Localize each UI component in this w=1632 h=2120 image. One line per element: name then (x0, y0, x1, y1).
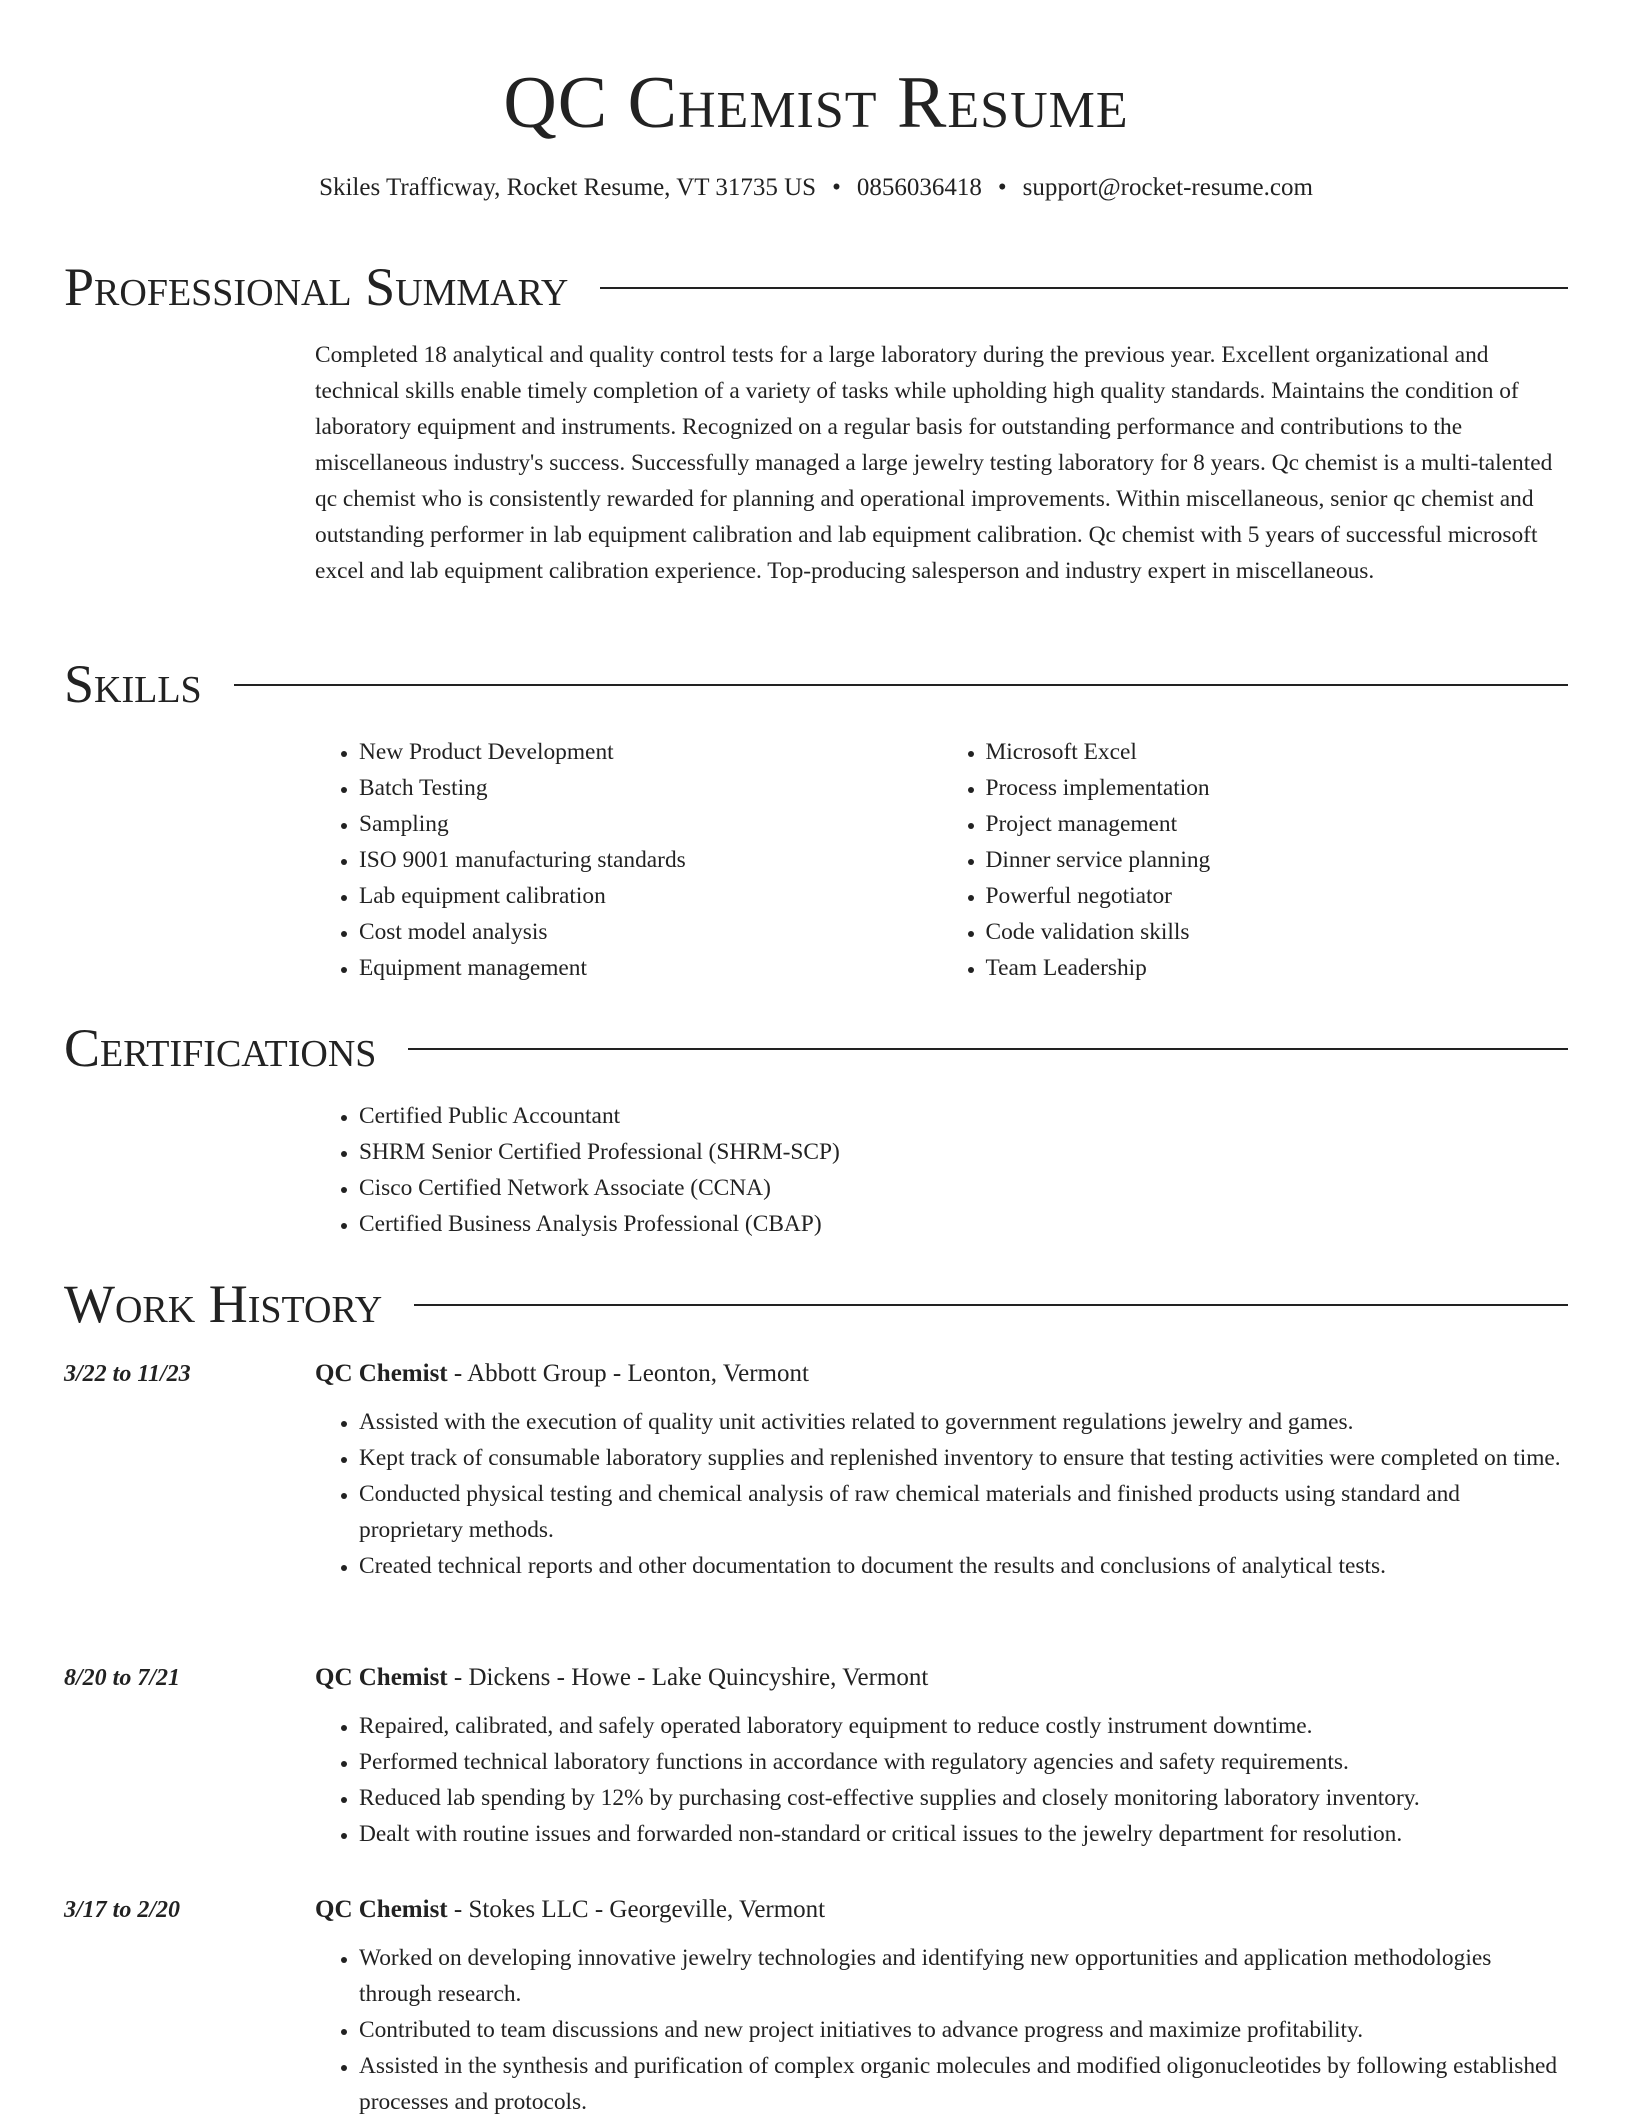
section-title-skills: Skills (64, 654, 202, 714)
section-header (64, 1274, 1568, 1334)
resume-page (64, 0, 1568, 2115)
skills-list-right (942, 734, 1569, 986)
section-header (64, 1018, 1568, 1078)
skills-section (64, 654, 1568, 981)
contact-separator: • (832, 174, 841, 201)
certification-item: • Certified Public Accountant (359, 1098, 1568, 1134)
job-bullet: • Performed technical laboratory functions in accordance with regulatory agencies and safety requirements. (359, 1744, 1568, 1780)
skill-item: • Lab equipment calibration (359, 878, 942, 914)
job-heading (315, 1662, 928, 1694)
job-dates: 3/22 to 11/23 (64, 1361, 191, 1387)
certifications-section (64, 1018, 1568, 1237)
job-bullet: • Kept track of consumable laboratory supplies and replenished inventory to ensure that testing activities were completed on time. (359, 1440, 1568, 1476)
job-bullet: • Repaired, calibrated, and safely operated laboratory equipment to reduce costly instrument downtime. (359, 1708, 1568, 1744)
section-divider (234, 684, 1568, 686)
section-title-certifications: Certifications (64, 1018, 377, 1078)
skill-item: • Cost model analysis (359, 914, 942, 950)
summary-text: Completed 18 analytical and quality control tests for a large laboratory during the previous year. Excellent organizational and technical skills enable timely completion of a variety of tasks while upholding high quality standards. Maintains the condition of laboratory equipment and instruments. Recognized on a regular basis for outstanding performance and contributions to the miscellaneous industry's success. Successfully managed a large jewelry testing laboratory for 8 years. Qc chemist is a multi-talented qc chemist who is consistently rewarded for planning and operational improvements. Within miscellaneous, senior qc chemist and outstanding performer in lab equipment calibration and lab equipment calibration. Qc chemist with 5 years of successful microsoft excel and lab equipment calibration experience. Top-producing salesperson and industry expert in miscellaneous. (315, 342, 1553, 584)
section-header (64, 654, 1568, 714)
job-bullet: • Conducted physical testing and chemical analysis of raw chemical materials and finished products using standard and proprietary methods. (359, 1476, 1568, 1548)
certification-item: • Cisco Certified Network Associate (CCNA) (359, 1170, 1568, 1206)
skill-item: • Team Leadership (986, 950, 1569, 986)
skill-item: • Sampling (359, 806, 942, 842)
work-history-section (64, 1274, 1568, 2115)
skill-item: • Microsoft Excel (986, 734, 1569, 770)
skill-item: • ISO 9001 manufacturing standards (359, 842, 942, 878)
resume-title: QC Chemist Resume (503, 62, 1129, 144)
skill-item: • Code validation skills (986, 914, 1569, 950)
job-title: QC Chemist (315, 1664, 448, 1691)
section-divider (600, 287, 1568, 289)
summary-body (315, 337, 1568, 589)
job-bullets (315, 1404, 1568, 1584)
contact-separator: • (997, 174, 1007, 201)
job-dates: 3/17 to 2/20 (64, 1897, 181, 1923)
section-divider (408, 1048, 1568, 1050)
contact-line (64, 172, 1568, 204)
job-title: QC Chemist (315, 1896, 448, 1923)
job-details: - Dickens - Howe - Lake Quincyshire, Vermont (447, 1664, 929, 1691)
section-divider (414, 1304, 1568, 1306)
skill-item: • Project management (986, 806, 1569, 842)
job-heading (315, 1894, 825, 1926)
skill-item: • Batch Testing (359, 770, 942, 806)
job-heading (315, 1358, 809, 1390)
job-bullet: • Created technical reports and other documentation to document the results and conclusions of analytical tests. (359, 1548, 1568, 1584)
job-details: - Abbott Group - Leonton, Vermont (447, 1360, 809, 1387)
contact-phone: 0856036418 (856, 174, 982, 201)
skill-item: • Powerful negotiator (986, 878, 1569, 914)
job-details: - Stokes LLC - Georgeville, Vermont (447, 1896, 826, 1923)
job-bullet: • Dealt with routine issues and forwarded non-standard or critical issues to the jewelry department for resolution. (359, 1816, 1568, 1852)
certification-item: • Certified Business Analysis Professional (CBAP) (359, 1206, 1568, 1242)
job-title: QC Chemist (315, 1360, 448, 1387)
job-bullets (315, 1708, 1568, 1852)
section-header (64, 257, 1568, 317)
skills-list-left (315, 734, 942, 986)
skill-item: • Process implementation (986, 770, 1569, 806)
section-title-work-history: Work History (64, 1274, 383, 1334)
skill-item: • New Product Development (359, 734, 942, 770)
job-dates: 8/20 to 7/21 (64, 1665, 181, 1691)
contact-address: Skiles Trafficway, Rocket Resume, VT 31735 US (319, 174, 817, 201)
summary-section (64, 257, 1568, 584)
job-bullets (315, 1940, 1568, 2120)
contact-email: support@rocket-resume.com (1022, 174, 1313, 201)
job-bullet: • Worked on developing innovative jewelry technologies and identifying new opportunities and application methodologies through research. (359, 1940, 1568, 2012)
section-title-summary: Professional Summary (64, 257, 569, 317)
certification-item: • SHRM Senior Certified Professional (SHRM-SCP) (359, 1134, 1568, 1170)
job-bullet: • Contributed to team discussions and new project initiatives to advance progress and maximize profitability. (359, 2012, 1568, 2048)
job-bullet: • Reduced lab spending by 12% by purchasing cost-effective supplies and closely monitoring laboratory inventory. (359, 1780, 1568, 1816)
job-bullet: • Assisted in the synthesis and purification of complex organic molecules and modified oligonucleotides by following established processes and protocols. (359, 2048, 1568, 2120)
certifications-list (315, 1098, 1568, 1242)
certifications-body (315, 1098, 1568, 1242)
job-bullet: • Assisted with the execution of quality unit activities related to government regulations jewelry and games. (359, 1404, 1568, 1440)
skill-item: • Dinner service planning (986, 842, 1569, 878)
skills-columns (315, 734, 1568, 986)
skill-item: • Equipment management (359, 950, 942, 986)
